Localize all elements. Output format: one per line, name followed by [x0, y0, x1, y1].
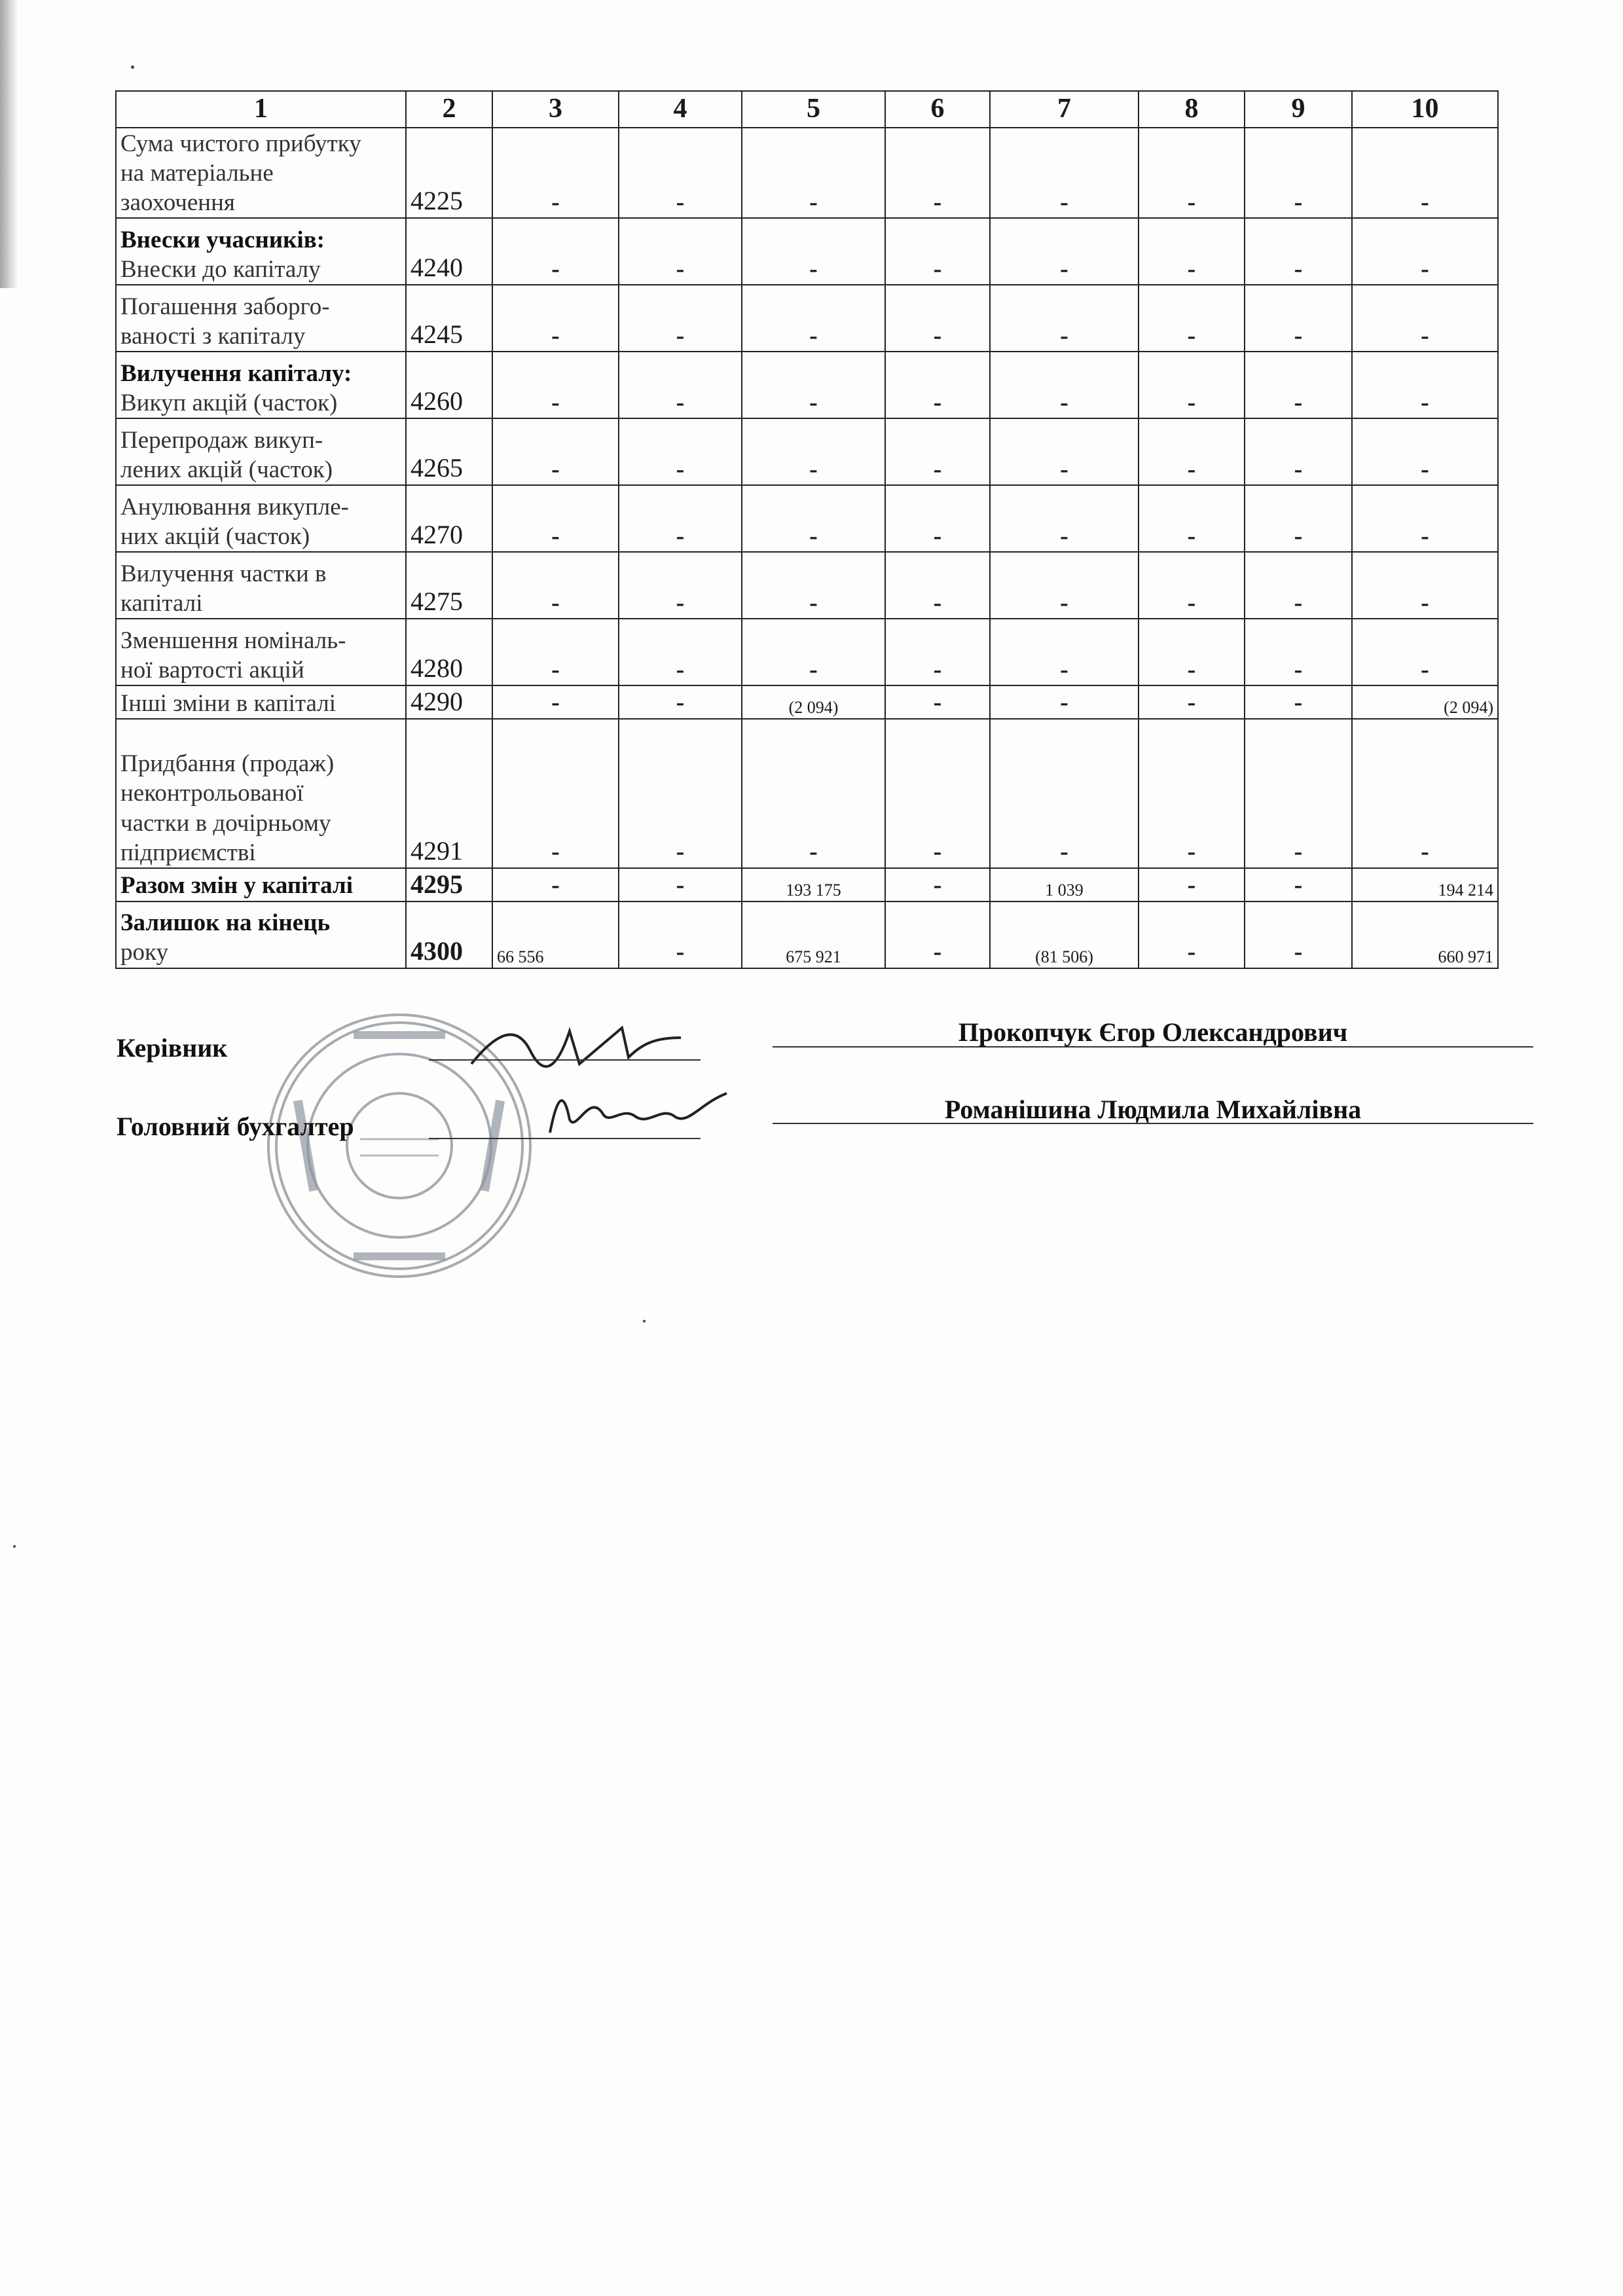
cell-value: -	[1352, 128, 1498, 218]
cell-value: (81 506)	[990, 902, 1139, 968]
cell-value: 66 556	[492, 902, 619, 968]
cell-value: -	[492, 128, 619, 218]
cell-value: -	[990, 552, 1139, 619]
row-label-bold: Залишок на кінець	[120, 909, 331, 937]
row-label-line: на матеріальне	[120, 159, 274, 187]
accountant-signature-line	[429, 1138, 701, 1139]
cell-value: -	[1352, 719, 1498, 868]
row-label	[116, 552, 406, 619]
cell-value: -	[1245, 868, 1352, 902]
cell-value: -	[492, 218, 619, 285]
cell-value: -	[492, 485, 619, 552]
column-header: 1	[116, 91, 406, 128]
cell-value: -	[742, 218, 885, 285]
cell-value: -	[885, 719, 990, 868]
cell-value: 194 214	[1352, 868, 1498, 902]
row-label	[116, 485, 406, 552]
cell-value: -	[1352, 485, 1498, 552]
cell-value: -	[1352, 418, 1498, 485]
cell-value: -	[742, 552, 885, 619]
cell-value: -	[742, 418, 885, 485]
cell-value: -	[1352, 619, 1498, 685]
accountant-name: Романішина Людмила Михайлівна	[944, 1095, 1362, 1124]
cell-value: -	[492, 719, 619, 868]
row-label	[116, 619, 406, 685]
column-header: 10	[1352, 91, 1498, 128]
table-row	[116, 418, 1498, 485]
cell-value: -	[885, 685, 990, 719]
row-label	[116, 902, 406, 968]
cell-value: -	[990, 352, 1139, 418]
cell-value: -	[1139, 128, 1245, 218]
cell-value: -	[1139, 552, 1245, 619]
cell-value: -	[1245, 285, 1352, 352]
cell-value: -	[492, 352, 619, 418]
cell-value: -	[619, 128, 742, 218]
cell-value: -	[885, 868, 990, 902]
cell-value: -	[990, 719, 1139, 868]
cell-value: -	[492, 552, 619, 619]
cell-value: -	[1245, 619, 1352, 685]
row-label-line: Сума чистого прибутку	[120, 130, 361, 157]
cell-value: -	[1245, 552, 1352, 619]
table-row	[116, 868, 1498, 902]
cell-value: -	[885, 218, 990, 285]
cell-value: -	[990, 685, 1139, 719]
row-code: 4291	[406, 719, 492, 868]
row-label-line: Анулювання викупле-	[120, 493, 350, 520]
director-signature-line	[429, 1059, 701, 1061]
cell-value: -	[742, 619, 885, 685]
cell-value: -	[619, 868, 742, 902]
cell-value: -	[619, 218, 742, 285]
row-label-bold: Внески учасників:	[120, 226, 325, 253]
cell-value: -	[1245, 352, 1352, 418]
cell-value: -	[742, 128, 885, 218]
cell-value: 193 175	[742, 868, 885, 902]
row-label-line: Перепродаж викуп-	[120, 426, 323, 454]
cell-value: -	[885, 552, 990, 619]
cell-value: -	[619, 619, 742, 685]
row-label-line: заохочення	[120, 189, 235, 216]
row-label-line: Зменшення номіналь-	[120, 627, 346, 654]
cell-value: -	[619, 485, 742, 552]
row-label	[116, 418, 406, 485]
cell-value: -	[742, 352, 885, 418]
table-row	[116, 619, 1498, 685]
row-code: 4295	[406, 868, 492, 902]
cell-value: -	[1139, 218, 1245, 285]
cell-value: -	[1139, 619, 1245, 685]
cell-value: -	[619, 552, 742, 619]
row-label-bold: Вилучення капіталу:	[120, 359, 352, 387]
row-label-bold: Разом змін у капіталі	[120, 872, 354, 900]
cell-value: -	[619, 352, 742, 418]
cell-value: -	[1245, 685, 1352, 719]
row-code: 4280	[406, 619, 492, 685]
cell-value: -	[492, 868, 619, 902]
cell-value: 660 971	[1352, 902, 1498, 968]
cell-value: -	[1352, 352, 1498, 418]
cell-value: -	[1139, 685, 1245, 719]
row-code: 4265	[406, 418, 492, 485]
cell-value: -	[1352, 285, 1498, 352]
row-label	[116, 719, 406, 868]
scan-speck	[13, 1545, 16, 1548]
row-code: 4260	[406, 352, 492, 418]
row-label-line: ваності з капіталу	[120, 322, 306, 350]
row-code: 4300	[406, 902, 492, 968]
column-header: 9	[1245, 91, 1352, 128]
row-label-line: лених акцій (часток)	[120, 456, 333, 483]
row-label-line: Внески до капіталу	[120, 255, 321, 283]
cell-value: -	[1245, 418, 1352, 485]
row-label-line: капіталі	[120, 589, 203, 617]
cell-value: 675 921	[742, 902, 885, 968]
table-row	[116, 285, 1498, 352]
director-signature	[458, 1018, 694, 1077]
cell-value: -	[1139, 418, 1245, 485]
cell-value: -	[1139, 868, 1245, 902]
cell-value: -	[885, 352, 990, 418]
row-code: 4245	[406, 285, 492, 352]
row-label	[116, 868, 406, 902]
cell-value: -	[1245, 218, 1352, 285]
cell-value: -	[492, 619, 619, 685]
scan-edge-shadow	[0, 0, 18, 288]
cell-value: -	[990, 128, 1139, 218]
row-label-line: підприємстві	[120, 839, 256, 866]
scan-speck	[131, 65, 134, 69]
row-label-line: них акцій (часток)	[120, 522, 310, 550]
table-row	[116, 352, 1498, 418]
column-header: 8	[1139, 91, 1245, 128]
row-label-line: року	[120, 939, 168, 966]
cell-value: -	[1139, 352, 1245, 418]
cell-value: -	[619, 285, 742, 352]
cell-value: -	[885, 128, 990, 218]
table-row	[116, 128, 1498, 218]
cell-value: -	[742, 485, 885, 552]
table-row	[116, 218, 1498, 285]
column-header: 4	[619, 91, 742, 128]
cell-value: -	[619, 719, 742, 868]
cell-value: -	[1245, 902, 1352, 968]
row-label	[116, 128, 406, 218]
row-label	[116, 285, 406, 352]
row-label-line: ної вартості акцій	[120, 656, 304, 683]
cell-value: -	[990, 218, 1139, 285]
row-code: 4275	[406, 552, 492, 619]
cell-value: (2 094)	[742, 685, 885, 719]
row-code: 4290	[406, 685, 492, 719]
cell-value: -	[619, 685, 742, 719]
row-label-line: неконтрольованої	[120, 780, 304, 807]
table-header-row	[116, 91, 1498, 128]
cell-value: -	[492, 285, 619, 352]
accountant-signature	[537, 1080, 733, 1146]
cell-value: -	[990, 619, 1139, 685]
cell-value: -	[742, 719, 885, 868]
cell-value: -	[742, 285, 885, 352]
column-header: 5	[742, 91, 885, 128]
cell-value: -	[885, 619, 990, 685]
cell-value: -	[1245, 719, 1352, 868]
cell-value: -	[1352, 218, 1498, 285]
cell-value: -	[492, 418, 619, 485]
cell-value: -	[885, 902, 990, 968]
row-label-line: Викуп акцій (часток)	[120, 389, 338, 416]
column-header: 6	[885, 91, 990, 128]
row-label-line: Інші зміни в капіталі	[120, 689, 337, 717]
cell-value: (2 094)	[1352, 685, 1498, 719]
cell-value: -	[990, 418, 1139, 485]
row-label-line: Придбання (продаж)	[120, 750, 335, 778]
row-code: 4270	[406, 485, 492, 552]
table-row	[116, 552, 1498, 619]
cell-value: -	[885, 285, 990, 352]
row-code: 4225	[406, 128, 492, 218]
row-label-line: Вилучення частки в	[120, 560, 327, 587]
cell-value: -	[990, 285, 1139, 352]
cell-value: -	[1139, 485, 1245, 552]
cell-value: -	[990, 485, 1139, 552]
column-header: 3	[492, 91, 619, 128]
cell-value: -	[492, 685, 619, 719]
row-label-line: частки в дочірньому	[120, 809, 331, 837]
column-header: 7	[990, 91, 1139, 128]
row-code: 4240	[406, 218, 492, 285]
cell-value: -	[619, 418, 742, 485]
table-row	[116, 485, 1498, 552]
cell-value: -	[619, 902, 742, 968]
row-label	[116, 218, 406, 285]
cell-value: -	[885, 418, 990, 485]
cell-value: -	[1245, 128, 1352, 218]
cell-value: -	[1139, 285, 1245, 352]
table-row	[116, 902, 1498, 968]
cell-value: -	[1245, 485, 1352, 552]
cell-value: -	[1139, 719, 1245, 868]
cell-value: -	[885, 485, 990, 552]
director-name: Прокопчук Єгор Олександрович	[958, 1017, 1348, 1047]
row-label	[116, 685, 406, 719]
scan-speck	[643, 1320, 646, 1322]
cell-value: -	[1139, 902, 1245, 968]
table-row	[116, 719, 1498, 868]
accountant-label: Головний бухгалтер	[117, 1112, 354, 1141]
director-label: Керівник	[117, 1033, 228, 1063]
row-label-line: Погашення заборго-	[120, 293, 330, 320]
table-row	[116, 685, 1498, 719]
cell-value: -	[1352, 552, 1498, 619]
column-header: 2	[406, 91, 492, 128]
cell-value: 1 039	[990, 868, 1139, 902]
equity-changes-table	[115, 90, 1499, 969]
row-label	[116, 352, 406, 418]
